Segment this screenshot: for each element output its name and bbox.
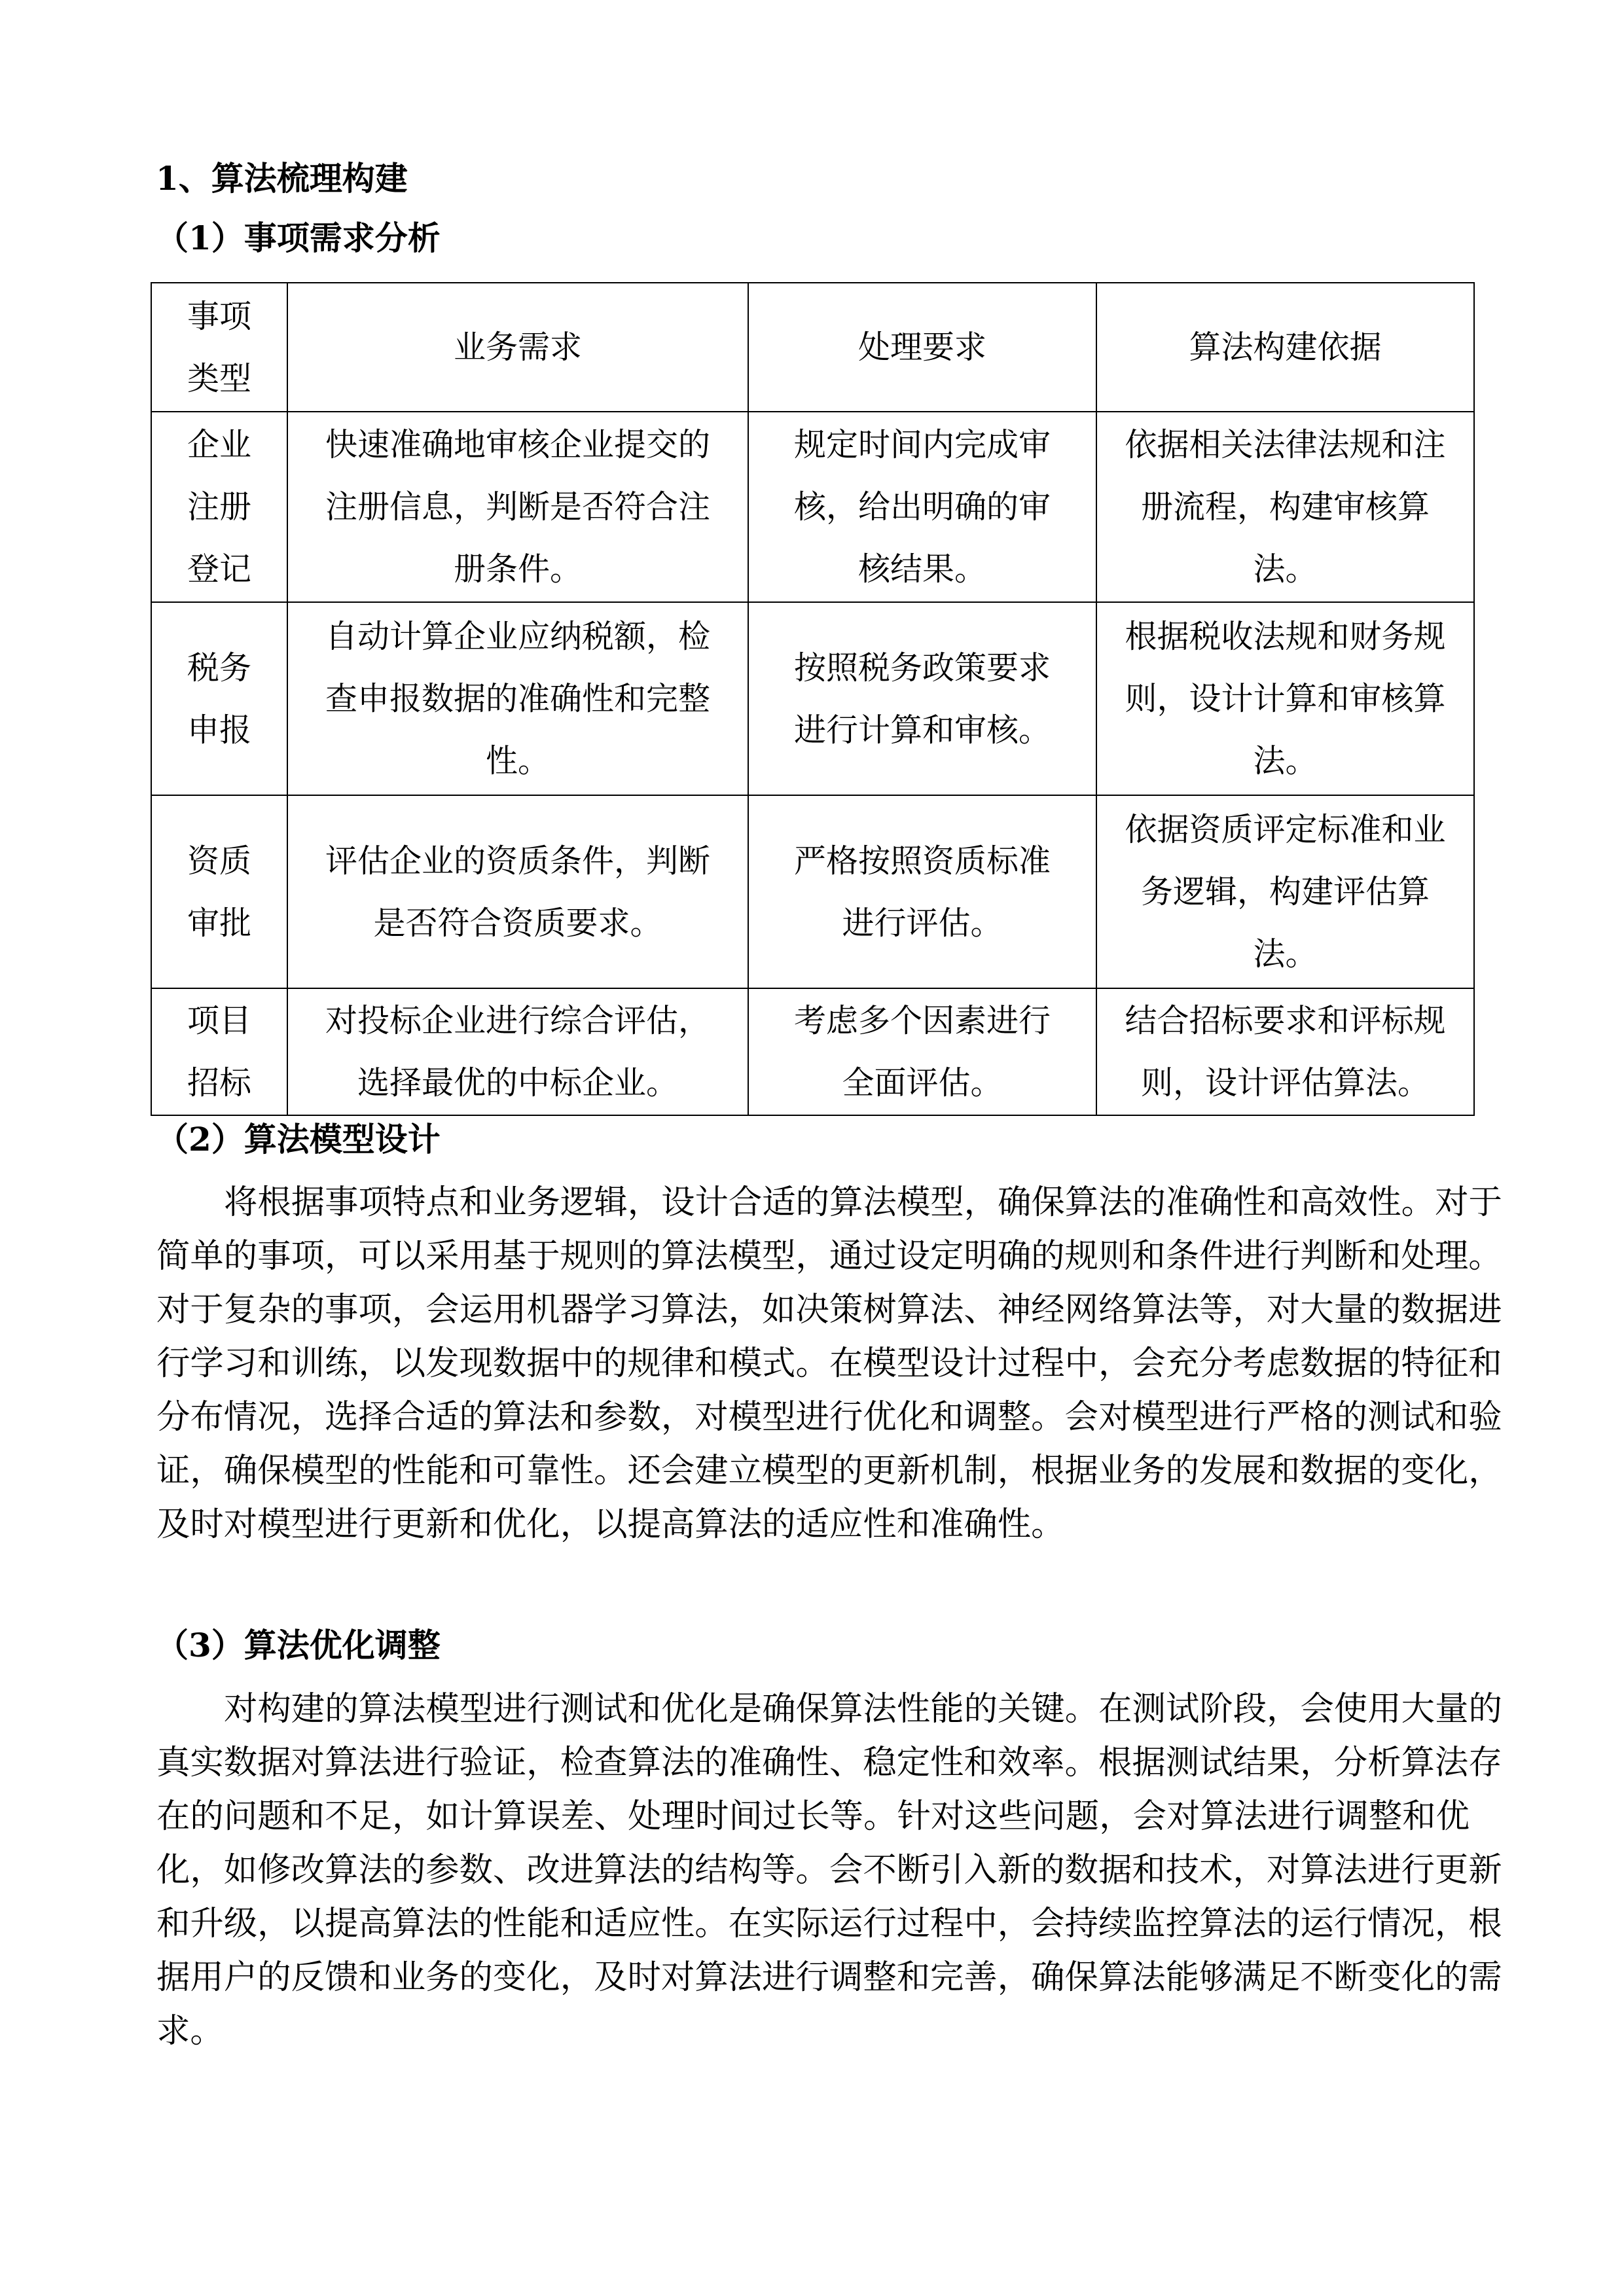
table-cell: 按照税务政策要求进行计算和审核。 — [748, 602, 1096, 795]
table-row — [151, 988, 1474, 1115]
table-row — [151, 412, 1474, 602]
header-cell: 事项类型 — [151, 283, 287, 412]
paragraph-line: 和升级，以提高算法的性能和适应性。在实际运行过程中，会持续监控算法的运行情况，根 — [156, 1904, 1502, 1943]
section-title: 1、算法梳理构建 — [156, 159, 408, 198]
paragraph-line: 真实数据对算法进行验证，检查算法的准确性、稳定性和效率。根据测试结果，分析算法存 — [156, 1743, 1502, 1782]
paragraph-line: 证，确保模型的性能和可靠性。还会建立模型的更新机制，根据业务的发展和数据的变化， — [156, 1451, 1502, 1490]
paragraph-line: 在的问题和不足，如计算误差、处理时间过长等。针对这些问题，会对算法进行调整和优 — [156, 1797, 1470, 1836]
table-cell: 结合招标要求和评标规则，设计评估算法。 — [1096, 988, 1474, 1115]
table-cell: 对投标企业进行综合评估，选择最优的中标企业。 — [287, 988, 748, 1115]
paragraph-line: 简单的事项，可以采用基于规则的算法模型，通过设定明确的规则和条件进行判断和处理。 — [156, 1236, 1502, 1276]
table-row — [151, 795, 1474, 988]
paragraph-line: 对构建的算法模型进行测试和优化是确保算法性能的关键。在测试阶段，会使用大量的 — [224, 1689, 1502, 1729]
subsection-title-model-design: （2）算法模型设计 — [156, 1120, 441, 1158]
table-cell: 严格按照资质标准进行评估。 — [748, 795, 1096, 988]
paragraph-line: 据用户的反馈和业务的变化，及时对算法进行调整和完善，确保算法能够满足不断变化的需 — [156, 1958, 1502, 1997]
table-header-row — [151, 283, 1474, 412]
table-cell: 考虑多个因素进行全面评估。 — [748, 988, 1096, 1115]
paragraph-line: 化，如修改算法的参数、改进算法的结构等。会不断引入新的数据和技术，对算法进行更新 — [156, 1850, 1502, 1890]
table-row — [151, 602, 1474, 795]
header-cell: 处理要求 — [748, 283, 1096, 412]
table-cell: 项目招标 — [151, 988, 287, 1115]
paragraph-line: 将根据事项特点和业务逻辑，设计合适的算法模型，确保算法的准确性和高效性。对于 — [224, 1183, 1502, 1222]
paragraph-line: 行学习和训练，以发现数据中的规律和模式。在模型设计过程中，会充分考虑数据的特征和 — [156, 1344, 1502, 1383]
header-cell: 算法构建依据 — [1096, 283, 1474, 412]
table-cell: 依据相关法律法规和注册流程，构建审核算法。 — [1096, 412, 1474, 602]
table-cell: 企业注册登记 — [151, 412, 287, 602]
paragraph-line: 分布情况，选择合适的算法和参数，对模型进行优化和调整。会对模型进行严格的测试和验 — [156, 1397, 1502, 1437]
demand-analysis-table — [151, 282, 1475, 1116]
table-cell: 税务申报 — [151, 602, 287, 795]
table-cell: 根据税收法规和财务规则，设计计算和审核算法。 — [1096, 602, 1474, 795]
paragraph-line: 及时对模型进行更新和优化，以提高算法的适应性和准确性。 — [156, 1505, 1065, 1544]
table-cell: 评估企业的资质条件，判断是否符合资质要求。 — [287, 795, 748, 988]
model-design-paragraph — [156, 1175, 1502, 1551]
paragraph-line: 求。 — [156, 2011, 224, 2051]
table-cell: 自动计算企业应纳税额，检查申报数据的准确性和完整性。 — [287, 602, 748, 795]
header-cell: 业务需求 — [287, 283, 748, 412]
optimization-paragraph — [156, 1682, 1502, 2058]
paragraph-line: 对于复杂的事项，会运用机器学习算法，如决策树算法、神经网络算法等，对大量的数据进 — [156, 1290, 1502, 1329]
subsection-title-demand-analysis: （1）事项需求分析 — [156, 219, 441, 257]
table-cell: 依据资质评定标准和业务逻辑，构建评估算法。 — [1096, 795, 1474, 988]
table-cell: 规定时间内完成审核，给出明确的审核结果。 — [748, 412, 1096, 602]
table-cell: 资质审批 — [151, 795, 287, 988]
subsection-title-optimization: （3）算法优化调整 — [156, 1626, 441, 1664]
table-cell: 快速准确地审核企业提交的注册信息，判断是否符合注册条件。 — [287, 412, 748, 602]
